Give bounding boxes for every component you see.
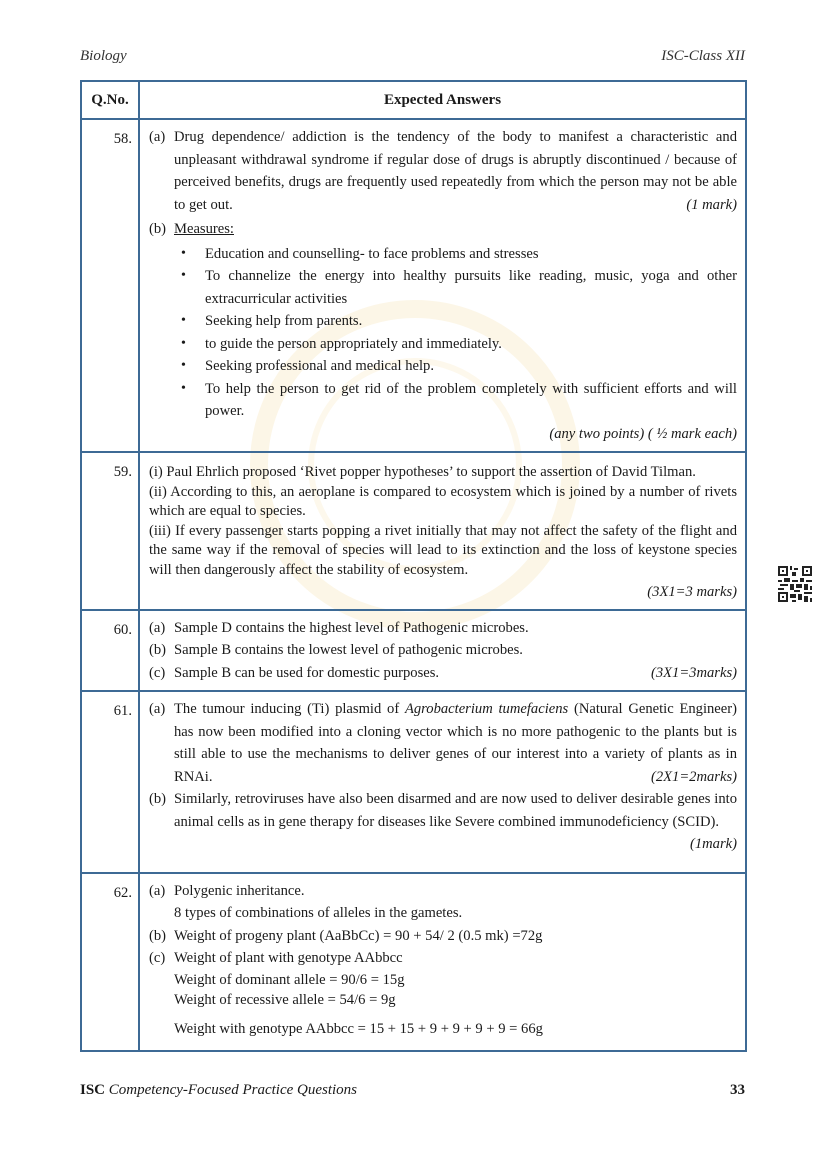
class-label: ISC-Class XII: [661, 48, 745, 64]
footer-subtitle: Competency-Focused Practice Questions: [108, 1082, 358, 1098]
answer-point-i: (i) Paul Ehrlich proposed ‘Rivet popper hypotheses’ to support the assertion of David Tilman.: [149, 464, 696, 480]
answer-body: Weight of progeny plant (AaBbCc) = 90 + 54/ 2 (0.5 mk) =72g: [174, 927, 543, 944]
answer-body: Polygenic inheritance.: [174, 882, 305, 899]
answer-part-b: [149, 218, 737, 241]
list-item: • Education and counselling- to face problems and stresses: [177, 243, 737, 266]
answer-part-a: [149, 698, 737, 788]
qno-column-header: Q.No.: [81, 81, 139, 119]
answer-body: Weight of plant with genotype AAbbcc: [174, 950, 403, 966]
answer-part-c: [149, 947, 737, 970]
answer-body: Drug dependence/ addiction is the tendency of the body to manifest a characteristic and unpleasant withdrawal syndrome if regular dose of drugs is abruptly discontinued / because of perceived benefits, drugs are frequently used repeatedly from which the person may not be able to get out.: [174, 129, 737, 213]
marks-line: [149, 583, 737, 603]
measures-heading: Measures:: [174, 221, 234, 237]
answer-cell: [139, 873, 746, 1052]
answer-body: (Natural Genetic Engineer) has now been modified into a cloning vector which is no more pathogenic to the plants but is still able to use the mechanisms to deliver genes of our interest into a variety of plants as in RNAi.: [174, 701, 737, 785]
answer-point-iii: (iii) If every passenger starts popping a rivet initially that may not affect the safety of the flight and the same way if the removal of species will lead to its extinction and the loss of keystone species will then dangerously affect the stability of ecosystem.: [149, 522, 737, 578]
table-row: [81, 452, 746, 610]
footer-brand: ISC: [80, 1082, 106, 1098]
species-name: Agrobacterium tumefaciens: [404, 701, 569, 717]
question-number: 60.: [81, 610, 139, 692]
question-number: 59.: [81, 452, 139, 610]
list-item: • Seeking professional and medical help.: [177, 355, 737, 378]
part-label: (b): [149, 642, 167, 658]
marks-note: (2X1=2marks): [650, 768, 737, 785]
answer-text: [174, 788, 737, 856]
answer-cell: [139, 119, 746, 452]
question-number: 61.: [81, 691, 139, 873]
answer-part-a: [149, 617, 737, 640]
part-label: (b): [149, 221, 167, 237]
part-label: (a): [149, 701, 166, 717]
page-footer: [80, 1082, 745, 1099]
list-item: • To help the person to get rid of the problem completely with sufficient efforts and will power.: [177, 378, 737, 423]
answers-table: [80, 80, 747, 1052]
measures-list: [149, 243, 737, 423]
list-item: • To channelize the energy into healthy pursuits like reading, music, yoga and other extracurricular activities: [177, 265, 737, 310]
answer-subline: 8 types of combinations of alleles in the gametes.: [174, 905, 463, 921]
answer-body: Sample B can be used for domestic purposes.: [174, 664, 440, 681]
list-item: • Seeking help from parents.: [177, 310, 737, 333]
calculation-line: Weight of dominant allele = 90/6 = 15g: [174, 971, 405, 988]
part-label: (a): [149, 882, 166, 899]
qr-code-icon: [776, 564, 814, 604]
answer-part-a: [149, 880, 737, 903]
answer-text: [174, 126, 737, 216]
calculation-line: Weight of recessive allele = 54/6 = 9g: [174, 991, 396, 1008]
marks-note: (3X1=3 marks): [647, 584, 737, 600]
answer-part-b: [149, 788, 737, 856]
answer-body: Sample D contains the highest level of Pathogenic microbes.: [174, 619, 529, 636]
answer-part-b: [149, 925, 737, 948]
answer-body: Similarly, retroviruses have also been disarmed and are now used to deliver desirable genes into animal cells as in gene therapy for diseases like Severe combined immunodeficiency (SCID).: [174, 791, 737, 830]
marks-note: (1mark): [689, 836, 737, 852]
subject-label: Biology: [80, 48, 127, 64]
page-number: 33: [730, 1082, 745, 1098]
table-header-row: [81, 81, 746, 119]
answer-part-c: [149, 662, 737, 685]
answer-point-ii: (ii) According to this, an aeroplane is compared to ecosystem which is joined by a number of rivets which are equal to species.: [149, 483, 737, 519]
answer-part-a: [149, 126, 737, 216]
answers-column-header: Expected Answers: [139, 81, 746, 119]
question-number: 62.: [81, 873, 139, 1052]
part-label: (c): [149, 950, 166, 966]
table-row: [81, 873, 746, 1052]
answer-cell: [139, 610, 746, 692]
marks-note: (3X1=3marks): [650, 664, 737, 681]
marks-line: [149, 423, 737, 446]
answer-cell: [139, 452, 746, 610]
part-label: (c): [149, 664, 166, 681]
part-label: (a): [149, 619, 166, 636]
answer-body: Sample B contains the lowest level of pathogenic microbes.: [174, 642, 523, 658]
part-label: (b): [149, 791, 167, 807]
table-row: [81, 610, 746, 692]
marks-note: (1 mark): [686, 196, 737, 213]
marks-note: (any two points) ( ½ mark each): [549, 425, 737, 442]
table-row: [81, 691, 746, 873]
question-number: 58.: [81, 119, 139, 452]
answer-text: [174, 698, 737, 788]
answer-part-b: [149, 639, 737, 662]
table-row: [81, 119, 746, 452]
list-item: • to guide the person appropriately and immediately.: [177, 333, 737, 356]
answer-cell: [139, 691, 746, 873]
footer-title: [80, 1082, 357, 1099]
part-label: (b): [149, 927, 167, 944]
answer-body: The tumour inducing (Ti) plasmid of: [174, 701, 405, 717]
part-label: (a): [149, 129, 166, 145]
running-header: [80, 48, 745, 65]
calculation-line: Weight with genotype AAbbcc = 15 + 15 + 9 + 9 + 9 + 9 = 66g: [174, 1020, 543, 1037]
answer-text: [174, 662, 737, 685]
